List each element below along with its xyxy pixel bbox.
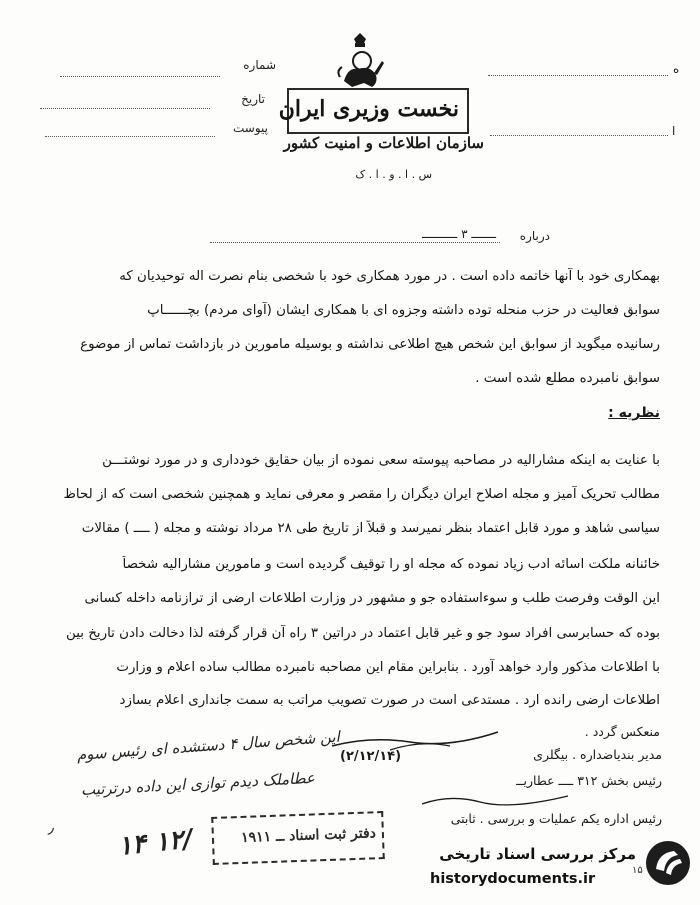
- signer-line-3: رئیس اداره یکم عملیات و بررسی . ثابتی: [450, 811, 662, 826]
- registry-stamp: [211, 811, 385, 865]
- attachment-line: [45, 136, 215, 137]
- paragraph2-line: با عنایت به اینکه مشارالیه در مصاحبه پیوسته سعی نموده از بیان حقایق خودداری و در مورد نوشتـــن: [102, 453, 660, 468]
- paragraph2-line: این الوقت وفرصت طلب و سوءاستفاده جو و مشهور در وزارت اطلاعات ارضی از ترازنامه داخله کسانی: [84, 591, 660, 606]
- watermark-url: historydocuments.ir: [430, 871, 596, 887]
- lion-sun-emblem-icon: [330, 33, 390, 91]
- reflect-note: منعکس گردد .: [584, 724, 660, 739]
- signer-line-2: رئیس بخش ۳۱۲ ــــ عطاریــ: [516, 773, 662, 788]
- paragraph2-line: بوده که حسابرسی افراد سود جو و غیر قابل اعتماد در دراتین ۳ راه آن قرار گرفته لذا دخالت دادن تاریخ بین: [66, 626, 660, 641]
- number-line: [60, 76, 220, 77]
- page-number: ۱۵: [632, 865, 643, 876]
- subject-label: درباره: [519, 229, 550, 243]
- handwritten-date: ۱۴ ۱۲/: [116, 824, 194, 862]
- watermark: [396, 835, 696, 899]
- organization-code: س . ا . و . ا . ک: [355, 168, 432, 181]
- paragraph1-line: سوابق فعالیت در حزب منحله توده داشته وجزوه ای با همکاری ایشان (آوای مردم) بچــــــاپ: [147, 303, 660, 318]
- paragraph2-line: اطلاعات ارضی رانده ارد . مستدعی است در صورت تصویب مراتب به سمت جانداری اعلام بسازد: [119, 693, 660, 708]
- signature-scribble-2: [420, 790, 570, 810]
- watermark-title: مرکز بررسی اسناد تاریخی: [439, 845, 636, 863]
- paragraph2-line: خائنانه ملکت اسائه ادب زیاد نموده که مجله او را توقیف گردیده است و مامورین مشارالیه شخصاً: [122, 557, 660, 572]
- attachment-label: پیوست: [233, 121, 268, 135]
- signer-line-1: مدیر بندیاضداره . بیگلری: [533, 747, 662, 762]
- paragraph2-line: مطالب تحریک آمیز و مجله اصلاح ایران دیگران را مقصر و معرفی نماید و همچنین شخصی است که از لحاظ: [63, 487, 660, 502]
- history-documents-logo-icon: [644, 839, 692, 887]
- paragraph2-line: با اطلاعات مذکور وارد خواهد آورد . بنابراین مقام این مصاحبه نامبرده مطالب ساده اعلام و وزارت: [116, 660, 660, 675]
- paragraph1-line: بهمکاری خود با آنها خاتمه داده است . در مورد همکاری خود با شخصی بنام نصرت اله توحیدیان که: [119, 269, 660, 284]
- right-header-line-1: [488, 75, 668, 76]
- handwritten-note-line-1: این شخص سال ۴ دستشده ای رئیس سوم: [76, 727, 341, 764]
- subject-value: ـــــــ ۳ ــــــــــ: [422, 227, 496, 241]
- right-header-line-2: [490, 135, 668, 136]
- date-line: [40, 108, 210, 109]
- opinion-heading: نظریه :: [608, 405, 660, 421]
- organization-stamp: [278, 88, 469, 134]
- subject-line: [210, 242, 500, 243]
- paragraph2-line: سیاسی شاهد و مورد قابل اعتماد بنظر نمیرسد و قبلاً از تاریخ طی ۲۸ مرداد نوشته و مجله ( ــــ ) مقالات: [81, 521, 660, 536]
- right-edge-mark-1: ه: [673, 62, 680, 76]
- handwritten-note-line-2: عطاملک دیدم توازی این داده درترتیب: [80, 768, 316, 800]
- right-edge-mark-2: ا: [672, 124, 676, 138]
- date-label: تاریخ: [241, 92, 265, 106]
- organization-subtitle: سازمان اطلاعات و امنیت کشور: [283, 134, 484, 152]
- date-stamp: (۲/۱۲/۱۴): [340, 749, 402, 764]
- paragraph1-line: رسانیده میگوید از سوابق این شخص هیچ اطلاعی نداشته و بوسیله مامورین در بازداشت تماس از موضوع: [80, 337, 660, 352]
- paragraph1-line: سوابق نامبرده مطلع شده است .: [475, 371, 660, 386]
- number-label: شماره: [243, 58, 276, 72]
- organization-name: نخست وزیری ایران: [278, 96, 459, 122]
- registry-stamp-text: دفتر ثبت اسناد ــ ۱۹۱۱: [240, 825, 377, 846]
- handwritten-mark: ٫: [48, 818, 54, 837]
